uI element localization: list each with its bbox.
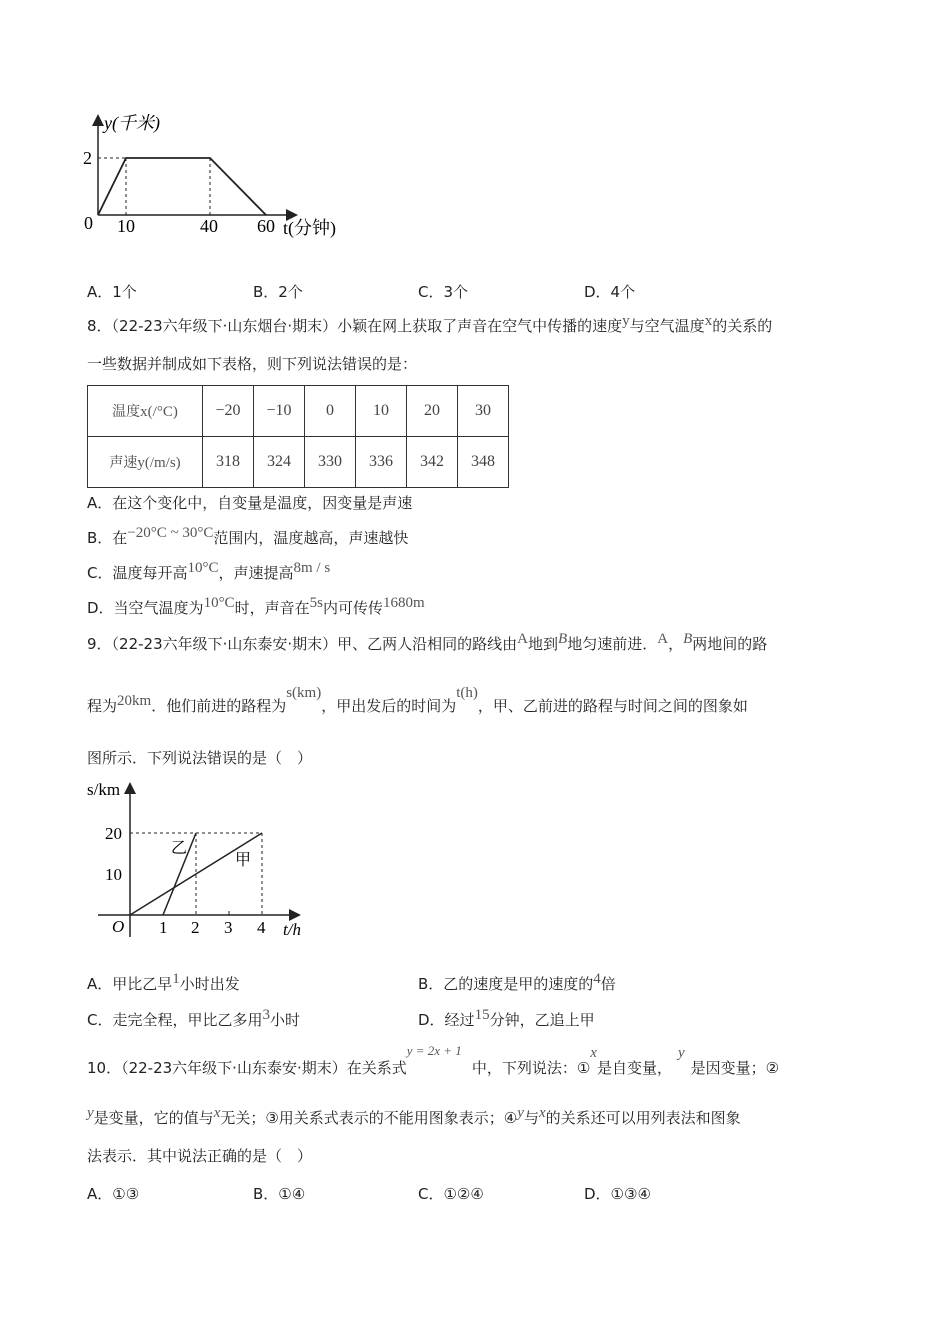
y-tick-2: 2 — [83, 148, 92, 168]
formula: y = 2x + 1 — [406, 1043, 462, 1058]
var-y: y — [622, 313, 630, 329]
var-y: y — [677, 1045, 685, 1061]
distance-time-graph-2 — [80, 775, 320, 945]
q10-stem-line2 — [87, 1105, 741, 1129]
y-axis-label: y(千米) — [104, 113, 160, 133]
text: 声速 — [109, 455, 138, 471]
text: ，甲、乙前进的路程与时间之间的图象如 — [477, 697, 748, 715]
x-axis-label: t(分钟) — [283, 218, 336, 238]
math: 4 — [593, 971, 601, 987]
q10-option-a[interactable]: A．①③ — [87, 1185, 140, 1203]
x-tick-40: 40 — [200, 216, 218, 236]
math: 8m / s — [293, 560, 331, 576]
text: 是因变量；② — [690, 1059, 780, 1077]
text: C．温度每开高 — [87, 564, 188, 582]
x-tick-2: 2 — [191, 918, 200, 937]
unit: x(/°C) — [140, 404, 178, 420]
text: ， — [668, 635, 684, 653]
var-y: y — [517, 1105, 524, 1121]
distance-time-graph-1 — [80, 105, 360, 245]
text: 10．（22-23六年级下·山东泰安·期末）在关系式 — [87, 1059, 407, 1077]
text: 是变量，它的值与 — [93, 1109, 214, 1127]
math: 20km — [117, 693, 152, 709]
q7-option-c[interactable]: C．3个 — [418, 283, 469, 301]
text: 范围内，温度越高，声速越快 — [213, 529, 409, 547]
text: ．他们前进的路程为 — [151, 697, 287, 715]
cell: 324 — [254, 437, 305, 488]
q8-stem-line1 — [87, 313, 773, 337]
y-axis-label: s/km — [87, 780, 121, 799]
text: 与空气温度 — [629, 317, 705, 335]
cell: −10 — [254, 386, 305, 437]
text: C．走完全程，甲比乙多用 — [87, 1011, 263, 1029]
x-tick-60: 60 — [257, 216, 275, 236]
point-a: A — [517, 631, 529, 647]
var-x: x — [213, 1105, 221, 1121]
text: ，甲出发后的时间为 — [321, 697, 457, 715]
temperature-speed-table — [87, 385, 509, 488]
text: 两地间的路 — [692, 635, 768, 653]
q7-option-d[interactable]: D．4个 — [584, 283, 636, 301]
text: B．乙的速度是甲的速度的 — [418, 975, 594, 993]
text: 倍 — [600, 975, 616, 993]
q9-stem-line3: 图所示．下列说法错误的是（ ） — [87, 749, 313, 767]
cell: 20 — [407, 386, 458, 437]
text: 程为 — [87, 697, 118, 715]
point-b: B — [683, 631, 693, 647]
cell: 336 — [356, 437, 407, 488]
q9-option-d[interactable] — [418, 1009, 595, 1030]
cell: 0 — [305, 386, 356, 437]
q10-stem-line3: 法表示．其中说法正确的是（ ） — [87, 1147, 313, 1165]
line-jia-label: 甲 — [235, 852, 252, 869]
y-tick-10: 10 — [105, 865, 122, 884]
q8-option-a[interactable]: A．在这个变化中，自变量是温度，因变量是声速 — [87, 494, 413, 512]
q10-option-b[interactable]: B．①④ — [253, 1185, 306, 1203]
cell: 348 — [458, 437, 509, 488]
text: 8．（22-23六年级下·山东烟台·期末）小颖在网上获取了声音在空气中传播的速度 — [87, 317, 623, 335]
math: s(km) — [286, 685, 322, 701]
text: 内可传传 — [322, 599, 383, 617]
math: 1680m — [382, 595, 425, 611]
text: 小时出发 — [179, 975, 240, 993]
text: A．甲比乙早 — [87, 975, 173, 993]
text: 小时 — [269, 1011, 300, 1029]
line-yi-label: 乙 — [171, 840, 188, 857]
text: 是自变量， — [596, 1059, 672, 1077]
text: 9．（22-23六年级下·山东泰安·期末）甲、乙两人沿相同的路线由 — [87, 635, 518, 653]
text: 的关系还可以用列表法和图象 — [545, 1109, 741, 1127]
q8-stem-line2: 一些数据并制成如下表格，则下列说法错误的是： — [87, 355, 418, 373]
math: 15 — [474, 1007, 490, 1023]
q10-option-d[interactable]: D．①③④ — [584, 1185, 651, 1203]
q7-option-b[interactable]: B．2个 — [253, 283, 303, 301]
q9-option-c[interactable] — [87, 1009, 300, 1030]
var-y: y — [87, 1105, 94, 1121]
text: 时，声音在 — [234, 599, 310, 617]
math: 1 — [172, 971, 180, 987]
point-a: A — [657, 631, 669, 647]
q9-stem-line1 — [87, 631, 768, 655]
cell: 342 — [407, 437, 458, 488]
text: 的关系的 — [712, 317, 773, 335]
cell: 30 — [458, 386, 509, 437]
text: 温度 — [112, 404, 141, 420]
math: −20°C ~ 30°C — [127, 525, 214, 541]
text: 地匀速前进． — [567, 635, 658, 653]
q9-stem-line2 — [87, 685, 748, 717]
math: 10°C — [187, 560, 219, 576]
math: t(h) — [456, 685, 478, 701]
q9-option-a[interactable] — [87, 973, 240, 994]
q10-stem-line1 — [87, 1043, 780, 1079]
origin-label: O — [112, 917, 125, 936]
math: 5s — [309, 595, 323, 611]
x-tick-4: 4 — [257, 918, 266, 937]
q7-option-a[interactable]: A．1个 — [87, 283, 137, 301]
cell: 318 — [203, 437, 254, 488]
cell: 330 — [305, 437, 356, 488]
var-x: x — [704, 313, 713, 329]
text: 无关；③用关系式表示的不能用图象表示；④ — [220, 1109, 518, 1127]
var-x: x — [590, 1045, 597, 1061]
unit: y(/m/s) — [137, 455, 181, 471]
q8-option-b[interactable] — [87, 527, 408, 548]
q8-option-d[interactable] — [87, 597, 425, 618]
point-b: B — [558, 631, 568, 647]
math: 3 — [262, 1007, 270, 1023]
row-header — [88, 386, 203, 437]
cell: −20 — [203, 386, 254, 437]
x-tick-10: 10 — [117, 216, 135, 236]
text: 中，下列说法：① — [471, 1059, 591, 1077]
x-tick-1: 1 — [159, 918, 168, 937]
text: B．在 — [87, 529, 128, 547]
math: 10°C — [203, 595, 235, 611]
text: ，声速提高 — [218, 564, 294, 582]
q10-option-c[interactable]: C．①②④ — [418, 1185, 484, 1203]
text: 分钟，乙追上甲 — [489, 1011, 595, 1029]
x-axis-label: t/h — [283, 920, 301, 939]
cell: 10 — [356, 386, 407, 437]
table-row — [88, 437, 509, 488]
row-header — [88, 437, 203, 488]
text: 与 — [523, 1109, 539, 1127]
text: D．当空气温度为 — [87, 599, 204, 617]
q8-option-c[interactable] — [87, 562, 330, 583]
q9-option-b[interactable] — [418, 973, 616, 994]
var-x: x — [538, 1105, 546, 1121]
x-tick-0: 0 — [84, 213, 93, 233]
table-row — [88, 386, 509, 437]
y-tick-20: 20 — [105, 824, 122, 843]
text: 地到 — [528, 635, 559, 653]
text: D．经过 — [418, 1011, 475, 1029]
x-tick-3: 3 — [224, 918, 233, 937]
